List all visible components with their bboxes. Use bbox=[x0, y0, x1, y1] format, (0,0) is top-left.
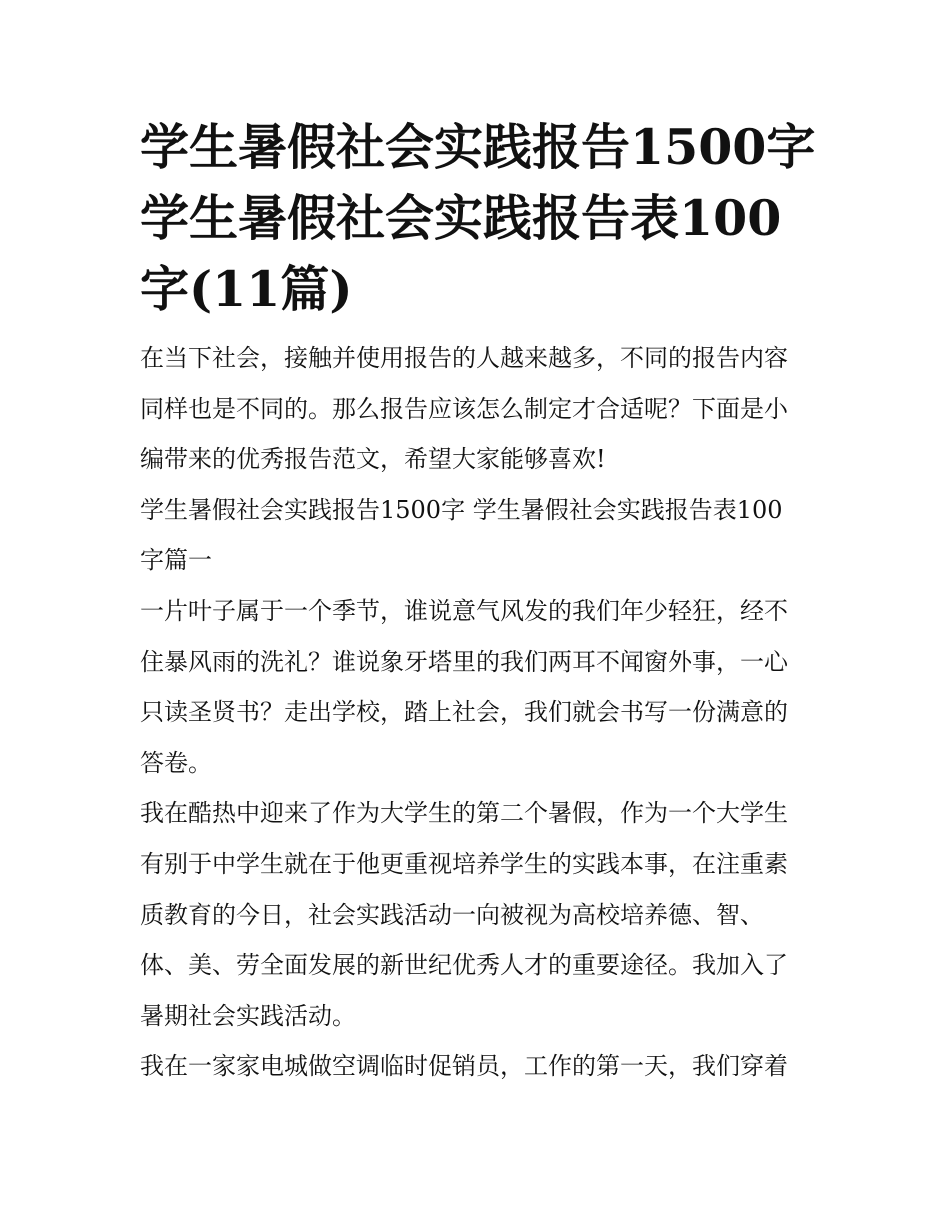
body-paragraph-1 bbox=[140, 586, 812, 788]
text-line: 暑期社会实践活动。 bbox=[140, 1001, 356, 1030]
text-line: 字篇一 bbox=[140, 546, 212, 575]
text-line: 学生暑假社会实践报告1500字 学生暑假社会实践报告表100 bbox=[140, 495, 783, 524]
text-line: 答卷。 bbox=[140, 748, 212, 777]
text-line: 同样也是不同的。那么报告应该怎么制定才合适呢？下面是小 bbox=[140, 394, 788, 423]
text-line: 在当下社会，接触并使用报告的人越来越多，不同的报告内容 bbox=[140, 344, 788, 372]
text-line: 质教育的今日，社会实践活动一向被视为高校培养德、智、 bbox=[140, 900, 764, 929]
title-line: 学生暑假社会实践报告1500字 bbox=[140, 118, 816, 176]
text-line: 有别于中学生就在于他更重视培养学生的实践本事，在注重素 bbox=[140, 849, 788, 878]
title-line: 学生暑假社会实践报告表100 bbox=[140, 189, 782, 247]
text-line: 我在一家家电城做空调临时促销员，工作的第一天，我们穿着 bbox=[140, 1052, 788, 1081]
body-paragraph-2 bbox=[140, 788, 812, 1041]
text-line: 我在酷热中迎来了作为大学生的第二个暑假，作为一个大学生 bbox=[140, 799, 788, 828]
document-title bbox=[140, 112, 816, 325]
text-line: 编带来的优秀报告范文，希望大家能够喜欢! bbox=[140, 445, 606, 474]
text-line: 住暴风雨的洗礼？谁说象牙塔里的我们两耳不闻窗外事，一心 bbox=[140, 647, 788, 676]
text-line: 一片叶子属于一个季节，谁说意气风发的我们年少轻狂，经不 bbox=[140, 596, 788, 625]
text-line: 体、美、劳全面发展的新世纪优秀人才的重要途径。我加入了 bbox=[140, 951, 788, 980]
title-line: 字(11篇) bbox=[140, 260, 353, 318]
document-page bbox=[140, 112, 816, 1092]
intro-paragraph bbox=[140, 333, 812, 485]
text-line: 只读圣贤书？走出学校，踏上社会，我们就会书写一份满意的 bbox=[140, 698, 788, 727]
body-paragraph-3 bbox=[140, 1041, 812, 1092]
section-heading bbox=[140, 485, 812, 586]
